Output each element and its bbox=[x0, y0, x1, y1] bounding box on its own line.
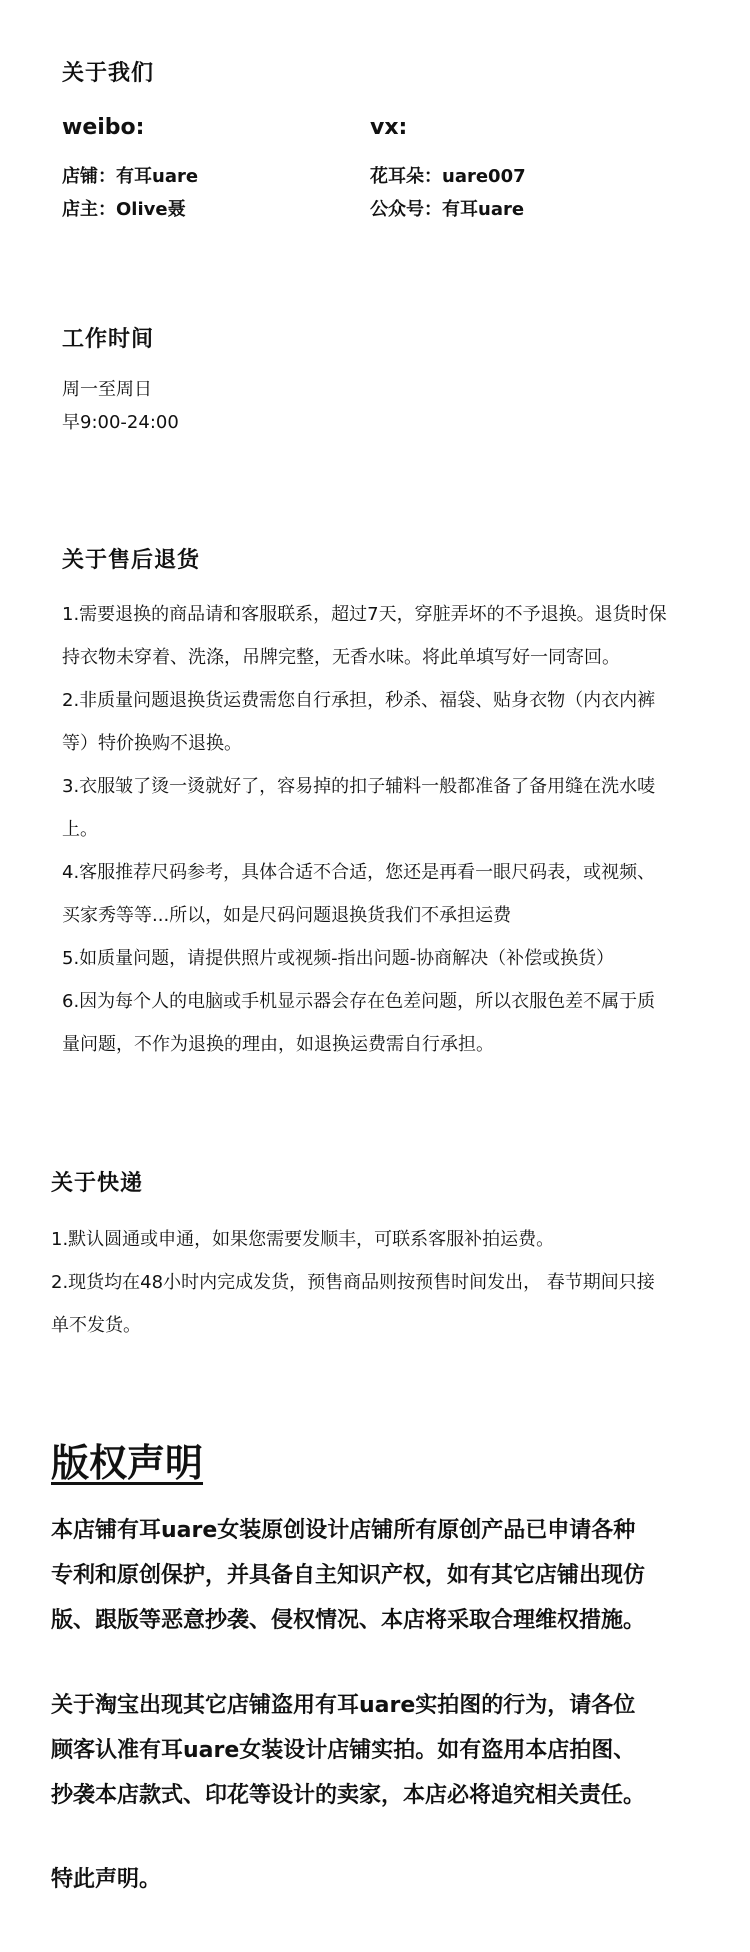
after-sales-line: 2.非质量问题退换货运费需您自行承担，秒杀、福袋、贴身衣物（内衣内裤 bbox=[62, 690, 656, 711]
express-line: 单不发货。 bbox=[51, 1315, 141, 1336]
express-title: 关于快递 bbox=[51, 1171, 144, 1196]
weibo-owner: 店主：Olive聂 bbox=[62, 199, 186, 220]
weibo-shop: 店铺：有耳uare bbox=[62, 166, 199, 187]
working-hours-days: 周一至周日 bbox=[62, 379, 152, 400]
express-line: 2.现货均在48小时内完成发货，预售商品则按预售时间发出， 春节期间只接 bbox=[51, 1272, 655, 1293]
working-hours-time: 早9:00-24:00 bbox=[62, 412, 179, 433]
about-us-title: 关于我们 bbox=[62, 61, 155, 86]
after-sales-line: 量问题，不作为退换的理由，如退换运费需自行承担。 bbox=[62, 1034, 494, 1055]
copyright-closing: 特此声明。 bbox=[51, 1867, 162, 1892]
vx-nickname: 花耳朵：uare007 bbox=[370, 166, 526, 187]
copyright-paragraph-1 bbox=[51, 1508, 645, 1643]
copyright-title: 版权声明 bbox=[51, 1441, 204, 1485]
after-sales-line: 4.客服推荐尺码参考，具体合适不合适，您还是再看一眼尺码表，或视频、 bbox=[62, 862, 656, 883]
after-sales-line: 6.因为每个人的电脑或手机显示器会存在色差问题，所以衣服色差不属于质 bbox=[62, 991, 656, 1012]
after-sales-line: 等）特价换购不退换。 bbox=[62, 733, 242, 754]
copyright-paragraph-2 bbox=[51, 1683, 645, 1818]
copyright-line: 抄袭本店款式、印花等设计的卖家，本店必将追究相关责任。 bbox=[51, 1783, 646, 1808]
copyright-line: 关于淘宝出现其它店铺盗用有耳uare实拍图的行为，请各位 bbox=[51, 1693, 636, 1718]
copyright-line: 本店铺有耳uare女装原创设计店铺所有原创产品已申请各种 bbox=[51, 1518, 636, 1543]
after-sales-line: 上。 bbox=[62, 819, 98, 840]
after-sales-line: 买家秀等等...所以，如是尺码问题退换货我们不承担运费 bbox=[62, 905, 512, 926]
weibo-heading: weibo: bbox=[62, 115, 145, 140]
working-hours-title: 工作时间 bbox=[62, 327, 155, 352]
express-body bbox=[51, 1218, 655, 1347]
copyright-line: 顾客认准有耳uare女装设计店铺实拍。如有盗用本店拍图、 bbox=[51, 1738, 636, 1763]
vx-official-account: 公众号：有耳uare bbox=[370, 199, 525, 220]
express-line: 1.默认圆通或申通，如果您需要发顺丰，可联系客服补拍运费。 bbox=[51, 1229, 555, 1250]
after-sales-title: 关于售后退货 bbox=[62, 548, 201, 573]
working-hours-body bbox=[62, 373, 179, 439]
after-sales-body bbox=[62, 593, 667, 1066]
after-sales-line: 持衣物未穿着、洗涤，吊牌完整，无香水味。将此单填写好一同寄回。 bbox=[62, 647, 620, 668]
vx-heading: vx: bbox=[370, 115, 408, 140]
after-sales-line: 1.需要退换的商品请和客服联系，超过7天，穿脏弄坏的不予退换。退货时保 bbox=[62, 604, 667, 625]
copyright-line: 版、跟版等恶意抄袭、侵权情况、本店将采取合理维权措施。 bbox=[51, 1608, 646, 1633]
after-sales-line: 5.如质量问题，请提供照片或视频-指出问题-协商解决（补偿或换货） bbox=[62, 948, 615, 969]
copyright-line: 专利和原创保护，并具备自主知识产权，如有其它店铺出现仿 bbox=[51, 1563, 646, 1588]
after-sales-line: 3.衣服皱了烫一烫就好了，容易掉的扣子辅料一般都准备了备用缝在洗水唛 bbox=[62, 776, 656, 797]
